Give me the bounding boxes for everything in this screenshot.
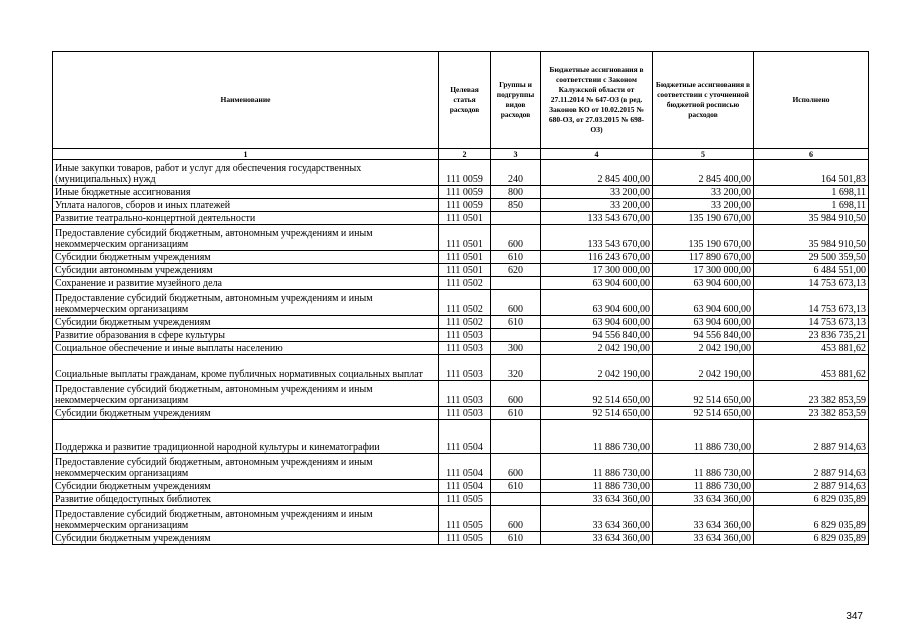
row-target-article: 111 0504 bbox=[439, 454, 491, 480]
row-refined-allocation: 63 904 600,00 bbox=[653, 290, 754, 316]
row-law-allocation: 63 904 600,00 bbox=[541, 316, 653, 329]
row-law-allocation: 133 543 670,00 bbox=[541, 212, 653, 225]
table-row bbox=[53, 420, 869, 454]
row-name: Субсидии бюджетным учреждениям bbox=[53, 532, 439, 545]
row-name: Субсидии бюджетным учреждениям bbox=[53, 480, 439, 493]
row-law-allocation: 33 634 360,00 bbox=[541, 493, 653, 506]
row-name: Предоставление субсидий бюджетным, автономным учреждениям и иным некоммерческим организациям bbox=[53, 506, 439, 532]
row-target-article: 111 0059 bbox=[439, 186, 491, 199]
column-number: 5 bbox=[653, 149, 754, 160]
row-expense-group bbox=[491, 420, 541, 454]
row-executed: 2 887 914,63 bbox=[754, 420, 869, 454]
row-executed: 35 984 910,50 bbox=[754, 225, 869, 251]
row-name: Социальное обеспечение и иные выплаты населению bbox=[53, 342, 439, 355]
header-executed: Исполнено bbox=[754, 52, 869, 149]
row-expense-group: 610 bbox=[491, 251, 541, 264]
row-target-article: 111 0505 bbox=[439, 532, 491, 545]
row-expense-group: 600 bbox=[491, 454, 541, 480]
table-row bbox=[53, 381, 869, 407]
row-name: Развитие образования в сфере культуры bbox=[53, 329, 439, 342]
row-expense-group: 240 bbox=[491, 160, 541, 186]
table-row bbox=[53, 277, 869, 290]
row-target-article: 111 0503 bbox=[439, 329, 491, 342]
row-executed: 453 881,62 bbox=[754, 355, 869, 381]
row-executed: 29 500 359,50 bbox=[754, 251, 869, 264]
row-refined-allocation: 92 514 650,00 bbox=[653, 381, 754, 407]
header-law-allocations: Бюджетные ассигнования в соответствии с Законом Калужской области от 27.11.2014 № 647-ОЗ (в ред. Законов КО от 10.02.2015 № 680-ОЗ, от 27.03.2015 № 698-ОЗ) bbox=[541, 52, 653, 149]
table-row bbox=[53, 316, 869, 329]
table-row bbox=[53, 264, 869, 277]
header-refined-allocations: Бюджетные ассигнования в соответствии с уточненной бюджетной росписью расходов bbox=[653, 52, 754, 149]
row-executed: 14 753 673,13 bbox=[754, 277, 869, 290]
row-executed: 6 484 551,00 bbox=[754, 264, 869, 277]
row-target-article: 111 0059 bbox=[439, 160, 491, 186]
row-executed: 2 887 914,63 bbox=[754, 480, 869, 493]
column-number: 6 bbox=[754, 149, 869, 160]
row-refined-allocation: 11 886 730,00 bbox=[653, 454, 754, 480]
row-name: Иные закупки товаров, работ и услуг для обеспечения государственных (муниципальных) нужд bbox=[53, 160, 439, 186]
row-expense-group bbox=[491, 277, 541, 290]
row-law-allocation: 11 886 730,00 bbox=[541, 480, 653, 493]
row-refined-allocation: 11 886 730,00 bbox=[653, 480, 754, 493]
row-expense-group bbox=[491, 493, 541, 506]
row-name: Развитие театрально-концертной деятельности bbox=[53, 212, 439, 225]
row-executed: 14 753 673,13 bbox=[754, 290, 869, 316]
row-name: Субсидии бюджетным учреждениям bbox=[53, 316, 439, 329]
table-row bbox=[53, 186, 869, 199]
row-refined-allocation: 2 042 190,00 bbox=[653, 355, 754, 381]
row-expense-group bbox=[491, 212, 541, 225]
row-law-allocation: 133 543 670,00 bbox=[541, 225, 653, 251]
table-row bbox=[53, 160, 869, 186]
row-refined-allocation: 135 190 670,00 bbox=[653, 225, 754, 251]
row-law-allocation: 2 845 400,00 bbox=[541, 160, 653, 186]
row-refined-allocation: 33 200,00 bbox=[653, 199, 754, 212]
row-law-allocation: 33 634 360,00 bbox=[541, 506, 653, 532]
row-executed: 6 829 035,89 bbox=[754, 493, 869, 506]
row-expense-group: 320 bbox=[491, 355, 541, 381]
column-number: 2 bbox=[439, 149, 491, 160]
header-row bbox=[53, 52, 869, 149]
row-target-article: 111 0503 bbox=[439, 381, 491, 407]
row-law-allocation: 11 886 730,00 bbox=[541, 454, 653, 480]
row-executed: 23 382 853,59 bbox=[754, 407, 869, 420]
row-law-allocation: 2 042 190,00 bbox=[541, 342, 653, 355]
row-law-allocation: 63 904 600,00 bbox=[541, 290, 653, 316]
row-expense-group: 610 bbox=[491, 532, 541, 545]
row-expense-group: 610 bbox=[491, 316, 541, 329]
row-executed: 35 984 910,50 bbox=[754, 212, 869, 225]
row-refined-allocation: 33 634 360,00 bbox=[653, 493, 754, 506]
column-number: 4 bbox=[541, 149, 653, 160]
table-row bbox=[53, 355, 869, 381]
column-number-row bbox=[53, 149, 869, 160]
table-row bbox=[53, 407, 869, 420]
row-refined-allocation: 2 845 400,00 bbox=[653, 160, 754, 186]
row-executed: 6 829 035,89 bbox=[754, 506, 869, 532]
row-expense-group: 600 bbox=[491, 290, 541, 316]
row-expense-group: 300 bbox=[491, 342, 541, 355]
table-row bbox=[53, 199, 869, 212]
row-executed: 6 829 035,89 bbox=[754, 532, 869, 545]
budget-table bbox=[52, 51, 869, 545]
row-target-article: 111 0504 bbox=[439, 420, 491, 454]
row-refined-allocation: 94 556 840,00 bbox=[653, 329, 754, 342]
row-target-article: 111 0503 bbox=[439, 355, 491, 381]
row-target-article: 111 0501 bbox=[439, 225, 491, 251]
row-refined-allocation: 11 886 730,00 bbox=[653, 420, 754, 454]
row-executed: 23 836 735,21 bbox=[754, 329, 869, 342]
row-law-allocation: 116 243 670,00 bbox=[541, 251, 653, 264]
row-executed: 164 501,83 bbox=[754, 160, 869, 186]
header-target-article: Целевая статья расходов bbox=[439, 52, 491, 149]
row-refined-allocation: 17 300 000,00 bbox=[653, 264, 754, 277]
row-law-allocation: 92 514 650,00 bbox=[541, 407, 653, 420]
row-refined-allocation: 63 904 600,00 bbox=[653, 277, 754, 290]
table-body bbox=[53, 160, 869, 545]
row-executed: 2 887 914,63 bbox=[754, 454, 869, 480]
table-row bbox=[53, 532, 869, 545]
row-name: Уплата налогов, сборов и иных платежей bbox=[53, 199, 439, 212]
row-law-allocation: 33 200,00 bbox=[541, 186, 653, 199]
row-expense-group: 610 bbox=[491, 407, 541, 420]
row-expense-group bbox=[491, 329, 541, 342]
row-target-article: 111 0502 bbox=[439, 277, 491, 290]
row-name: Субсидии бюджетным учреждениям bbox=[53, 251, 439, 264]
row-law-allocation: 11 886 730,00 bbox=[541, 420, 653, 454]
row-name: Социальные выплаты гражданам, кроме публичных нормативных социальных выплат bbox=[53, 355, 439, 381]
row-executed: 23 382 853,59 bbox=[754, 381, 869, 407]
row-executed: 14 753 673,13 bbox=[754, 316, 869, 329]
row-target-article: 111 0502 bbox=[439, 290, 491, 316]
table-row bbox=[53, 480, 869, 493]
row-name: Сохранение и развитие музейного дела bbox=[53, 277, 439, 290]
row-target-article: 111 0059 bbox=[439, 199, 491, 212]
column-number: 3 bbox=[491, 149, 541, 160]
row-executed: 1 698,11 bbox=[754, 199, 869, 212]
row-refined-allocation: 2 042 190,00 bbox=[653, 342, 754, 355]
row-target-article: 111 0505 bbox=[439, 493, 491, 506]
row-law-allocation: 17 300 000,00 bbox=[541, 264, 653, 277]
table-row bbox=[53, 493, 869, 506]
row-refined-allocation: 33 634 360,00 bbox=[653, 532, 754, 545]
row-name: Предоставление субсидий бюджетным, автономным учреждениям и иным некоммерческим организациям bbox=[53, 290, 439, 316]
table-row bbox=[53, 506, 869, 532]
row-target-article: 111 0503 bbox=[439, 342, 491, 355]
column-number: 1 bbox=[53, 149, 439, 160]
row-name: Предоставление субсидий бюджетным, автономным учреждениям и иным некоммерческим организациям bbox=[53, 381, 439, 407]
row-name: Поддержка и развитие традиционной народной культуры и кинематографии bbox=[53, 420, 439, 454]
row-refined-allocation: 117 890 670,00 bbox=[653, 251, 754, 264]
table-row bbox=[53, 251, 869, 264]
row-expense-group: 850 bbox=[491, 199, 541, 212]
row-executed: 1 698,11 bbox=[754, 186, 869, 199]
row-expense-group: 620 bbox=[491, 264, 541, 277]
row-refined-allocation: 63 904 600,00 bbox=[653, 316, 754, 329]
row-target-article: 111 0503 bbox=[439, 407, 491, 420]
row-executed: 453 881,62 bbox=[754, 342, 869, 355]
row-law-allocation: 63 904 600,00 bbox=[541, 277, 653, 290]
row-name: Субсидии автономным учреждениям bbox=[53, 264, 439, 277]
row-law-allocation: 92 514 650,00 bbox=[541, 381, 653, 407]
row-expense-group: 800 bbox=[491, 186, 541, 199]
table-row bbox=[53, 212, 869, 225]
row-expense-group: 610 bbox=[491, 480, 541, 493]
row-name: Предоставление субсидий бюджетным, автономным учреждениям и иным некоммерческим организациям bbox=[53, 225, 439, 251]
table-row bbox=[53, 290, 869, 316]
row-name: Субсидии бюджетным учреждениям bbox=[53, 407, 439, 420]
table-row bbox=[53, 329, 869, 342]
table-row bbox=[53, 454, 869, 480]
row-name: Иные бюджетные ассигнования bbox=[53, 186, 439, 199]
row-expense-group: 600 bbox=[491, 225, 541, 251]
row-target-article: 111 0502 bbox=[439, 316, 491, 329]
row-law-allocation: 33 200,00 bbox=[541, 199, 653, 212]
table-row bbox=[53, 342, 869, 355]
row-target-article: 111 0504 bbox=[439, 480, 491, 493]
row-target-article: 111 0505 bbox=[439, 506, 491, 532]
header-expense-groups: Группы и подгруппы видов расходов bbox=[491, 52, 541, 149]
row-target-article: 111 0501 bbox=[439, 212, 491, 225]
header-name: Наименование bbox=[53, 52, 439, 149]
row-law-allocation: 94 556 840,00 bbox=[541, 329, 653, 342]
row-refined-allocation: 33 634 360,00 bbox=[653, 506, 754, 532]
row-refined-allocation: 33 200,00 bbox=[653, 186, 754, 199]
page-number: 347 bbox=[846, 611, 863, 622]
row-refined-allocation: 135 190 670,00 bbox=[653, 212, 754, 225]
row-law-allocation: 2 042 190,00 bbox=[541, 355, 653, 381]
row-target-article: 111 0501 bbox=[439, 251, 491, 264]
row-law-allocation: 33 634 360,00 bbox=[541, 532, 653, 545]
table-row bbox=[53, 225, 869, 251]
row-name: Предоставление субсидий бюджетным, автономным учреждениям и иным некоммерческим организациям bbox=[53, 454, 439, 480]
row-refined-allocation: 92 514 650,00 bbox=[653, 407, 754, 420]
row-target-article: 111 0501 bbox=[439, 264, 491, 277]
row-expense-group: 600 bbox=[491, 506, 541, 532]
row-name: Развитие общедоступных библиотек bbox=[53, 493, 439, 506]
row-expense-group: 600 bbox=[491, 381, 541, 407]
